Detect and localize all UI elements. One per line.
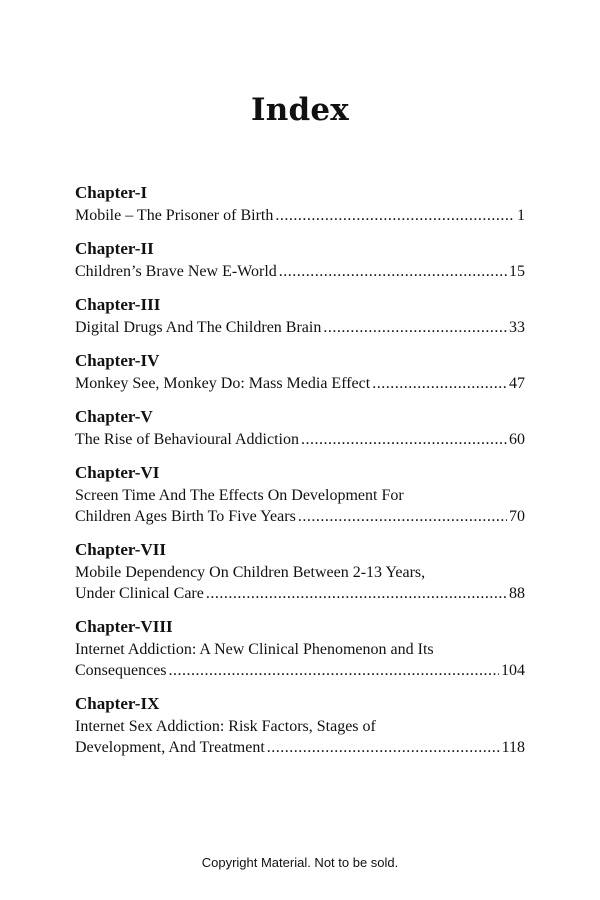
toc-line bbox=[75, 261, 525, 282]
chapter-heading: Chapter-VII bbox=[75, 540, 166, 559]
toc-line bbox=[75, 429, 525, 450]
copyright-notice: Copyright Material. Not to be sold. bbox=[201, 855, 399, 870]
page-number: 88 bbox=[509, 585, 525, 602]
dot-leader bbox=[279, 261, 507, 282]
toc-entry-chapter-3[interactable] bbox=[75, 294, 525, 338]
chapter-title-line: Internet Addiction: A New Clinical Phenomenon and Its bbox=[75, 641, 434, 658]
page-number: 47 bbox=[509, 375, 525, 392]
dot-leader bbox=[206, 583, 507, 604]
dot-leader bbox=[267, 737, 500, 758]
chapter-title: Children’s Brave New E-World bbox=[75, 263, 277, 280]
toc-entry-chapter-4[interactable] bbox=[75, 350, 525, 394]
chapter-title: Digital Drugs And The Children Brain bbox=[75, 319, 322, 336]
page-number: 1 bbox=[517, 207, 525, 224]
dot-leader bbox=[275, 205, 515, 226]
dot-leader bbox=[372, 373, 507, 394]
page-number: 104 bbox=[501, 662, 525, 679]
chapter-title: Under Clinical Care bbox=[75, 585, 204, 602]
chapter-heading: Chapter-VI bbox=[75, 463, 160, 482]
toc-entry-chapter-2[interactable] bbox=[75, 238, 525, 282]
dot-leader bbox=[301, 429, 507, 450]
chapter-title: Mobile – The Prisoner of Birth bbox=[75, 207, 274, 224]
toc-line bbox=[75, 317, 525, 338]
chapter-heading: Chapter-VIII bbox=[75, 617, 173, 636]
toc-line bbox=[75, 737, 525, 758]
chapter-heading: Chapter-III bbox=[75, 295, 161, 314]
chapter-title: The Rise of Behavioural Addiction bbox=[75, 431, 299, 448]
toc-line bbox=[75, 583, 525, 604]
toc-entry-chapter-9[interactable] bbox=[75, 693, 525, 758]
chapter-title: Consequences bbox=[75, 662, 167, 679]
toc-line bbox=[75, 205, 525, 226]
toc-entry-chapter-6[interactable] bbox=[75, 462, 525, 527]
chapter-title: Children Ages Birth To Five Years bbox=[75, 508, 296, 525]
page-number: 118 bbox=[501, 739, 525, 756]
page-number: 70 bbox=[509, 508, 525, 525]
chapter-title: Development, And Treatment bbox=[75, 739, 265, 756]
page-number: 60 bbox=[509, 431, 525, 448]
chapter-heading: Chapter-II bbox=[75, 239, 154, 258]
dot-leader bbox=[169, 660, 499, 681]
toc-entry-chapter-7[interactable] bbox=[75, 539, 525, 604]
chapter-title-line: Mobile Dependency On Children Between 2-13 Years, bbox=[75, 564, 426, 581]
chapter-heading: Chapter-IV bbox=[75, 351, 160, 370]
toc-entry-chapter-8[interactable] bbox=[75, 616, 525, 681]
page-number: 33 bbox=[509, 319, 525, 336]
page-number: 15 bbox=[509, 263, 525, 280]
table-of-contents bbox=[75, 182, 525, 770]
chapter-heading: Chapter-IX bbox=[75, 694, 160, 713]
toc-entry-chapter-1[interactable] bbox=[75, 182, 525, 226]
chapter-heading: Chapter-I bbox=[75, 183, 148, 202]
toc-line bbox=[75, 660, 525, 681]
page-title: Index bbox=[251, 92, 349, 128]
dot-leader bbox=[323, 317, 507, 338]
chapter-title-line: Screen Time And The Effects On Development For bbox=[75, 487, 404, 504]
toc-line bbox=[75, 373, 525, 394]
chapter-heading: Chapter-V bbox=[75, 407, 153, 426]
chapter-title: Monkey See, Monkey Do: Mass Media Effect bbox=[75, 375, 371, 392]
toc-line bbox=[75, 506, 525, 527]
chapter-title-line: Internet Sex Addiction: Risk Factors, Stages of bbox=[75, 718, 376, 735]
toc-entry-chapter-5[interactable] bbox=[75, 406, 525, 450]
dot-leader bbox=[298, 506, 507, 527]
